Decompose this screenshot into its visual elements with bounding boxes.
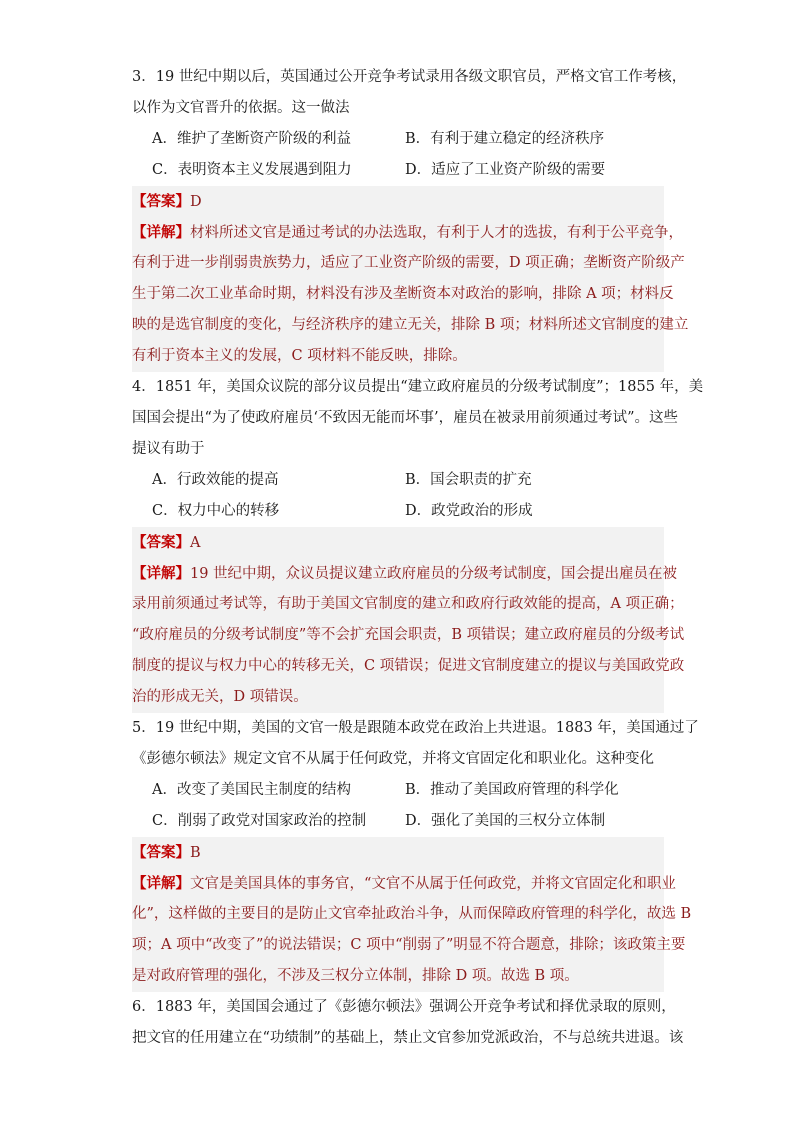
question-text-line: 3．19 世纪中期以后，英国通过公开竞争考试录用各级文职官员，严格文官工作考核， bbox=[132, 69, 687, 85]
question-6 bbox=[132, 992, 684, 1054]
detail-text: 19 世纪中期，众议员提议建立政府雇员的分级考试制度，国会提出雇员在被 bbox=[190, 566, 678, 582]
question-text-line: 把文官的任用建立在“功绩制”的基础上，禁止文官参加党派政治，不与总统共进退。该 bbox=[132, 1030, 684, 1046]
answer-tag: 【答案】 bbox=[132, 193, 190, 210]
option-row bbox=[132, 496, 664, 527]
option-a: A．改变了美国民主制度的结构 bbox=[152, 782, 351, 798]
question-text-line: 《彭德尔顿法》规定文官不从属于任何政党，并将文官固定化和职业化。这种变化 bbox=[132, 751, 654, 767]
detail-line: 有利于进一步削弱贵族势力，适应了工业资产阶级的需要，D 项正确；垄断资产阶级产 bbox=[132, 255, 685, 271]
answer-value: A bbox=[190, 535, 201, 551]
detail-line bbox=[132, 558, 678, 589]
question-5 bbox=[132, 713, 699, 992]
document-content bbox=[132, 62, 704, 1054]
option-c: C．权力中心的转移 bbox=[152, 503, 280, 519]
answer-line bbox=[132, 186, 664, 217]
question-text-line: 提议有助于 bbox=[132, 441, 205, 457]
detail-line bbox=[132, 217, 683, 248]
detail-line: “政府雇员的分级考试制度”等不会扩充国会职责，B 项错误；建立政府雇员的分级考试 bbox=[132, 627, 685, 643]
option-a: A．维护了垄断资产阶级的利益 bbox=[152, 131, 351, 147]
detail-tag: 【详解】 bbox=[132, 565, 190, 582]
detail-text: 文官是美国具体的事务官，“文官不从属于任何政党，并将文官固定化和职业 bbox=[190, 876, 676, 892]
detail-tag: 【详解】 bbox=[132, 875, 190, 892]
detail-line: 是对政府管理的强化，不涉及三权分立体制，排除 D 项。故选 B 项。 bbox=[132, 968, 579, 984]
option-b: B．推动了美国政府管理的科学化 bbox=[405, 782, 619, 798]
answer-tag: 【答案】 bbox=[132, 844, 190, 861]
detail-tag: 【详解】 bbox=[132, 224, 190, 241]
option-d: D．政党政治的形成 bbox=[405, 503, 533, 519]
detail-line bbox=[132, 868, 676, 899]
detail-line: 化”，这样做的主要目的是防止文官牵扯政治斗争，从而保障政府管理的科学化，故选 B bbox=[132, 906, 692, 922]
option-row bbox=[132, 465, 664, 496]
answer-value: B bbox=[190, 845, 201, 861]
answer-value: D bbox=[190, 194, 202, 210]
option-row bbox=[132, 155, 664, 186]
question-text-line: 4．1851 年，美国众议院的部分议员提出“建立政府雇员的分级考试制度”；1855 年，美 bbox=[132, 379, 704, 395]
question-text-line: 6．1883 年，美国国会通过了《彭德尔顿法》强调公开竞争考试和择优录取的原则， bbox=[132, 999, 676, 1015]
detail-text: 材料所述文官是通过考试的办法选取，有利于人才的选拔，有利于公平竞争， bbox=[190, 225, 683, 241]
option-row bbox=[132, 124, 664, 155]
option-b: B．有利于建立稳定的经济秩序 bbox=[405, 131, 605, 147]
detail-line: 录用前须通过考试等，有助于美国文官制度的建立和政府行政效能的提高，A 项正确； bbox=[132, 596, 684, 612]
answer-block bbox=[132, 186, 689, 372]
option-row bbox=[132, 806, 664, 837]
detail-line: 有利于资本主义的发展，C 项材料不能反映，排除。 bbox=[132, 348, 467, 364]
question-text-line: 国国会提出“为了使政府雇员‘不致因无能而坏事’，雇员在被录用前须通过考试”。这些 bbox=[132, 410, 679, 426]
option-d: D．强化了美国的三权分立体制 bbox=[405, 813, 606, 829]
option-c: C．表明资本主义发展遇到阻力 bbox=[152, 162, 352, 178]
answer-block bbox=[132, 837, 692, 992]
detail-line: 制度的提议与权力中心的转移无关，C 项错误；促进文官制度建立的提议与美国政党政 bbox=[132, 658, 685, 674]
answer-line bbox=[132, 837, 664, 868]
answer-line bbox=[132, 527, 664, 558]
option-c: C．削弱了政党对国家政治的控制 bbox=[152, 813, 367, 829]
detail-line: 治的形成无关，D 项错误。 bbox=[132, 689, 308, 705]
detail-line: 映的是选官制度的变化，与经济秩序的建立无关，排除 B 项；材料所述文官制度的建立 bbox=[132, 317, 689, 333]
option-b: B．国会职责的扩充 bbox=[405, 472, 532, 488]
option-row bbox=[132, 775, 664, 806]
question-text-line: 以作为文官晋升的依据。这一做法 bbox=[132, 100, 350, 116]
detail-line: 项；A 项中“改变了”的说法错误；C 项中“削弱了”明显不符合题意，排除；该政策主要 bbox=[132, 937, 686, 953]
option-d: D．适应了工业资产阶级的需要 bbox=[405, 162, 606, 178]
question-4 bbox=[132, 372, 704, 713]
question-3 bbox=[132, 62, 689, 372]
answer-tag: 【答案】 bbox=[132, 534, 190, 551]
option-a: A．行政效能的提高 bbox=[152, 472, 279, 488]
detail-line: 生于第二次工业革命时期，材料没有涉及垄断资本对政治的影响，排除 A 项；材料反 bbox=[132, 286, 674, 302]
answer-block bbox=[132, 527, 685, 713]
question-text-line: 5．19 世纪中期，美国的文官一般是跟随本政党在政治上共进退。1883 年，美国通过了 bbox=[132, 720, 699, 736]
